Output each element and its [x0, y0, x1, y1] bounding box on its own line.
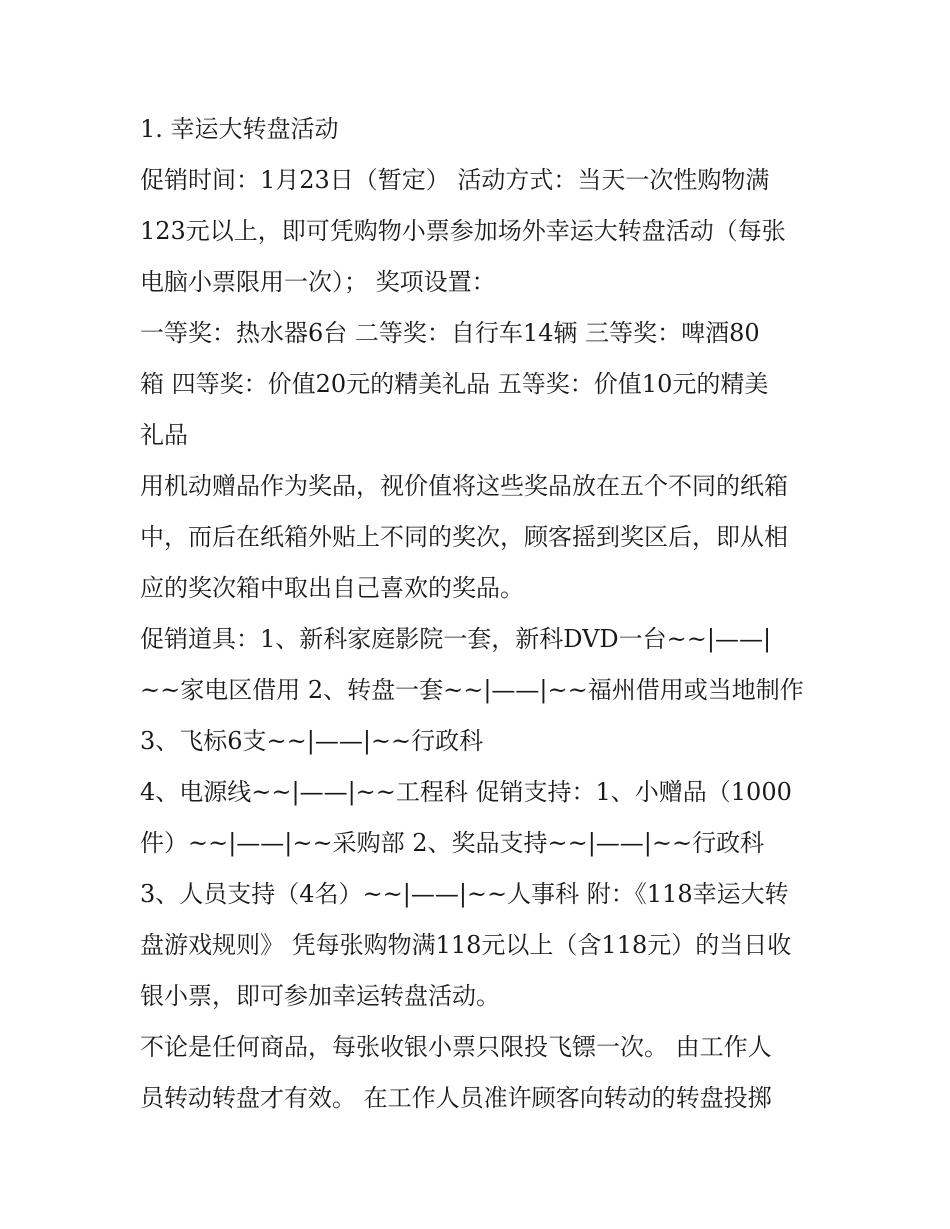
text-line: 不论是任何商品，每张收银小票只限投飞镖一次。 由工作人	[140, 1033, 772, 1061]
text-line: ~~家电区借用 2、转盘一套~~|——|~~福州借用或当地制作	[140, 676, 804, 704]
text-line: 一等奖：热水器6台 二等奖：自行车14辆 三等奖：啤酒80	[140, 319, 760, 347]
text-line: 4、电源线~~|——|~~工程科 促销支持：1、小赠品（1000	[140, 778, 792, 806]
text-line: 电脑小票限用一次）； 奖项设置：	[140, 268, 496, 296]
document-body	[140, 104, 830, 1124]
text-line: 应的奖次箱中取出自己喜欢的奖品。	[140, 574, 524, 602]
text-line: 促销道具：1、新科家庭影院一套，新科DVD一台~~|——|	[140, 625, 772, 653]
text-line: 员转动转盘才有效。 在工作人员准许顾客向转动的转盘投掷	[140, 1084, 772, 1112]
text-line: 123元以上，即可凭购物小票参加场外幸运大转盘活动（每张	[140, 217, 786, 245]
text-line: 箱 四等奖：价值20元的精美礼品 五等奖：价值10元的精美	[140, 370, 769, 398]
text-line: 3、飞标6支~~|——|~~行政科	[140, 727, 484, 755]
section-heading: 1. 幸运大转盘活动	[140, 115, 339, 143]
text-line: 银小票，即可参加幸运转盘活动。	[140, 982, 500, 1010]
text-line: 促销时间：1月23日（暂定） 活动方式：当天一次性购物满	[140, 166, 770, 194]
text-line: 中，而后在纸箱外贴上不同的奖次，顾客摇到奖区后，即从相	[140, 523, 788, 551]
text-line: 用机动赠品作为奖品，视价值将这些奖品放在五个不同的纸箱	[140, 472, 788, 500]
text-line: 3、人员支持（4名）~~|——|~~人事科 附：《118幸运大转	[140, 880, 789, 908]
text-line: 礼品	[140, 421, 188, 449]
text-line: 盘游戏规则》 凭每张购物满118元以上（含118元）的当日收	[140, 931, 792, 959]
text-line: 件）~~|——|~~采购部 2、奖品支持~~|——|~~行政科	[140, 829, 765, 857]
